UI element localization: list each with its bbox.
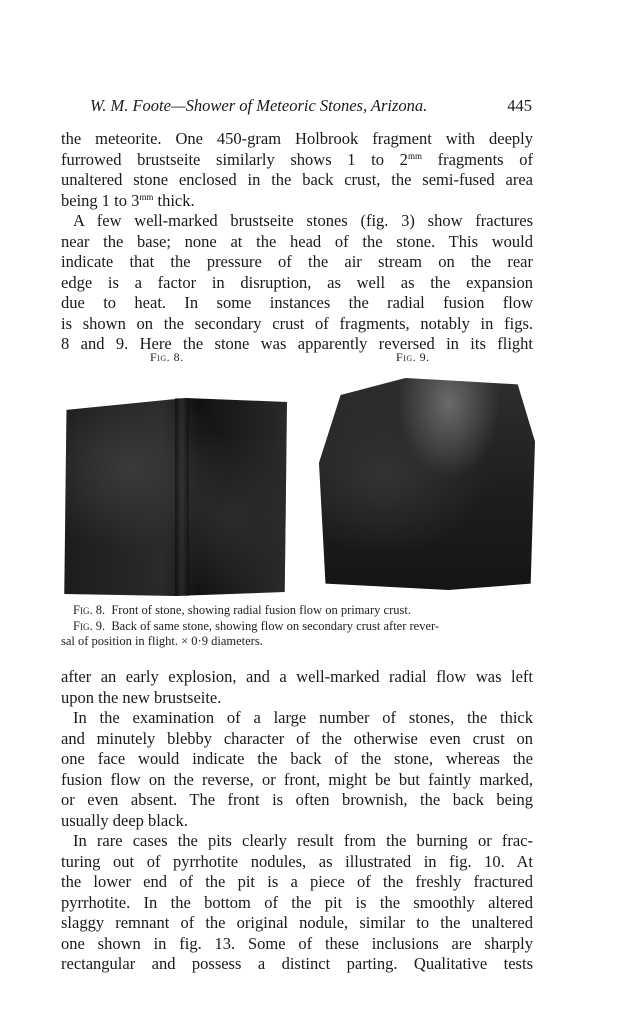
text-line: near the base; none at the head of the stone. This would xyxy=(61,231,533,251)
text-line: one shown in fig. 13. Some of these inclusions are sharply xyxy=(61,933,533,953)
paragraph-2 xyxy=(61,211,533,355)
text-line: being 1 to $3^{mm}$ thick. xyxy=(61,190,195,210)
text-line: unaltered stone enclosed in the back crust, the semi-fused area xyxy=(61,170,533,189)
text-line: after an early explosion, and a well-marked radial flow was left xyxy=(61,667,533,686)
text-line: edge is a factor in disruption, as well as the expansion xyxy=(61,272,533,292)
figure-9-label: Fig. 9. xyxy=(396,350,430,364)
paragraph-1 xyxy=(61,129,533,211)
figure-plate xyxy=(62,378,532,596)
page-number: 445 xyxy=(507,96,532,115)
text-line: usually deep black. xyxy=(61,810,188,830)
text-line: and minutely blebby character of the otherwise even crust on xyxy=(61,728,533,748)
text-line: pyrrhotite. In the bottom of the pit is the smoothly altered xyxy=(61,892,533,912)
running-head xyxy=(90,96,532,116)
text-line: A few well-marked brustseite stones (fig. 3) show fractures xyxy=(73,211,533,230)
paragraph-5 xyxy=(61,831,533,975)
paragraph-4 xyxy=(61,708,533,831)
text-line: the meteorite. One 450-gram Holbrook fragment with deeply xyxy=(61,129,533,148)
text-line: one face would indicate the back of the stone, whereas the xyxy=(61,749,533,768)
figure-8-label: Fig. 8. xyxy=(150,350,184,364)
text-line: furrowed brustseite similarly shows 1 to $2^{mm}$ fragments of xyxy=(61,149,533,169)
text-line: fusion flow on the reverse, or front, might be but faintly marked, xyxy=(61,769,533,789)
stone-8-ridge xyxy=(175,398,189,596)
text-line: 8 and 9. Here the stone was apparently reversed in its flight xyxy=(61,334,533,353)
text-line: upon the new brustseite. xyxy=(61,687,222,707)
caption-line: Fig. 9. Back of same stone, showing flow on secondary crust after rever- xyxy=(73,618,440,633)
text-line: the lower end of the pit is a piece of the freshly fractured xyxy=(61,872,533,891)
text-line: In rare cases the pits clearly result from the burning or frac- xyxy=(73,831,533,850)
caption-line: Fig. 8. Front of stone, showing radial fusion flow on primary crust. xyxy=(73,603,411,617)
paragraph-3 xyxy=(61,667,533,708)
running-head-title: W. M. Foote—Shower of Meteoric Stones, Arizona. xyxy=(90,96,428,115)
stone-photo-fig-9 xyxy=(319,378,535,590)
text-line: rectangular and possess a distinct parting. Qualitative tests xyxy=(61,954,533,973)
text-line: or even absent. The front is often brownish, the back being xyxy=(61,790,533,809)
text-line: is shown on the secondary crust of fragments, notably in figs. xyxy=(61,313,533,333)
text-line: In the examination of a large number of stones, the thick xyxy=(73,708,533,727)
caption-line: sal of position in flight. × 0·9 diameters. xyxy=(61,634,263,648)
text-line: slaggy remnant of the original nodule, similar to the unaltered xyxy=(61,913,533,932)
text-line: indicate that the pressure of the air stream on the rear xyxy=(61,252,533,271)
text-line: due to heat. In some instances the radial fusion flow xyxy=(61,293,533,312)
figure-caption xyxy=(61,603,533,650)
text-line: turing out of pyrrhotite nodules, as illustrated in fig. 10. At xyxy=(61,851,533,871)
